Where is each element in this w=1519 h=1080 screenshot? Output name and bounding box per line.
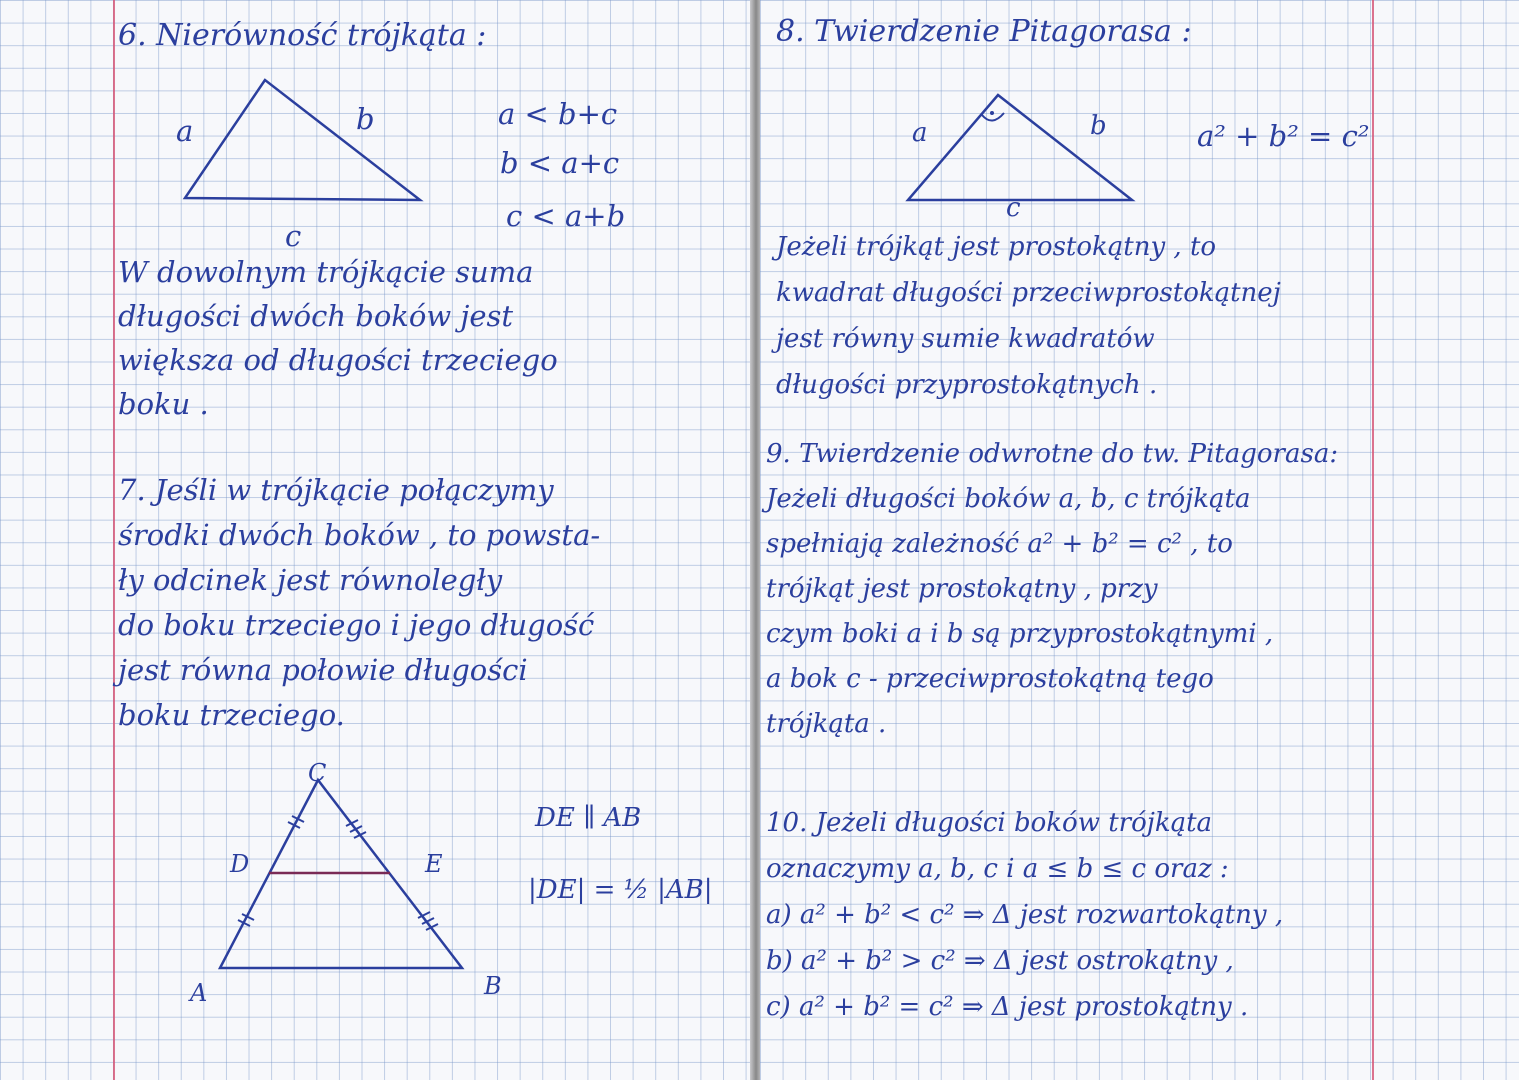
s7-line-2: środki dwóch boków , to powsta- (118, 518, 601, 552)
pyth-label-b: b (1090, 111, 1107, 141)
section-8-heading: 8. Twierdzenie Pitagorasa : (776, 14, 1192, 49)
right-page (760, 0, 1519, 1080)
s9-line-2: Jeżeli długości boków a, b, c trójkąta (766, 484, 1251, 514)
s9-line-5: czym boki a i b są przyprostokątnymi , (766, 619, 1274, 649)
section-8-text (776, 224, 1281, 408)
pythagoras-formula: a² + b² = c² (1197, 119, 1370, 153)
s8-line-4: długości przyprostokątnych . (776, 370, 1158, 400)
triangle-label-c: c (285, 219, 302, 253)
inequality-2: b < a+c (500, 146, 620, 180)
s10-line-1: 10. Jeżeli długości boków trójkąta (766, 808, 1213, 838)
s9-line-3: spełniają zależność a² + b² = c² , to (766, 529, 1233, 559)
pyth-label-c: c (1006, 193, 1021, 223)
section-10-text (766, 800, 1283, 1030)
s6-line-2: długości dwóch boków jest (118, 299, 514, 333)
midsegment-length: |DE| = ½ |AB| (528, 875, 713, 905)
s9-line-4: trójkąt jest prostokątny , przy (766, 574, 1158, 604)
s8-line-2: kwadrat długości przeciwprostokątnej (776, 278, 1281, 308)
midsegment-triangle-figure (200, 770, 490, 1000)
triangle-label-b: b (356, 102, 375, 136)
triangle-label-a: a (176, 114, 194, 148)
point-label-b: B (484, 972, 502, 1000)
s9-line-1: 9. Twierdzenie odwrotne do tw. Pitagorasa: (766, 439, 1339, 469)
s7-line-6: boku trzeciego. (118, 698, 345, 732)
point-label-c: C (308, 759, 327, 787)
s8-line-3: jest równy sumie kwadratów (776, 324, 1155, 354)
pyth-label-a: a (912, 118, 928, 148)
s6-line-4: boku . (118, 387, 209, 421)
section-9-text (766, 432, 1338, 747)
section-6-text (118, 250, 558, 426)
point-label-e: E (425, 850, 443, 878)
inequality-1: a < b+c (498, 97, 618, 131)
inequality-3: c < a+b (506, 199, 626, 233)
s10-item-b: b) a² + b² > c² ⇒ Δ jest ostrokątny , (766, 946, 1234, 976)
section-6-heading: 6. Nierówność trójkąta : (118, 18, 487, 53)
left-margin-line (113, 0, 115, 1080)
point-label-d: D (230, 850, 250, 878)
section-7-text (118, 468, 600, 738)
s7-line-3: ły odcinek jest równoległy (118, 563, 503, 597)
s7-line-4: do boku trzeciego i jego długość (118, 608, 595, 642)
left-page (0, 0, 752, 1080)
s10-item-a: a) a² + b² < c² ⇒ Δ jest rozwartokątny , (766, 900, 1284, 930)
parallel-statement: DE ∥ AB (535, 803, 642, 833)
point-label-a: A (190, 979, 208, 1007)
s9-line-6: a bok c - przeciwprostokątną tego (766, 664, 1214, 694)
s7-line-1: 7. Jeśli w trójkącie połączymy (118, 473, 554, 507)
s10-line-2: oznaczymy a, b, c i a ≤ b ≤ c oraz : (766, 854, 1229, 884)
right-margin-line (1372, 0, 1374, 1080)
s6-line-3: większa od długości trzeciego (118, 343, 558, 377)
s8-line-1: Jeżeli trójkąt jest prostokątny , to (776, 232, 1217, 262)
right-triangle-figure (900, 85, 1160, 215)
triangle-abc-figure (170, 70, 440, 240)
s9-line-7: trójkąta . (766, 709, 887, 739)
s7-line-5: jest równa połowie długości (118, 653, 528, 687)
s6-line-1: W dowolnym trójkącie suma (118, 255, 534, 289)
s10-item-c: c) a² + b² = c² ⇒ Δ jest prostokątny . (766, 992, 1249, 1022)
